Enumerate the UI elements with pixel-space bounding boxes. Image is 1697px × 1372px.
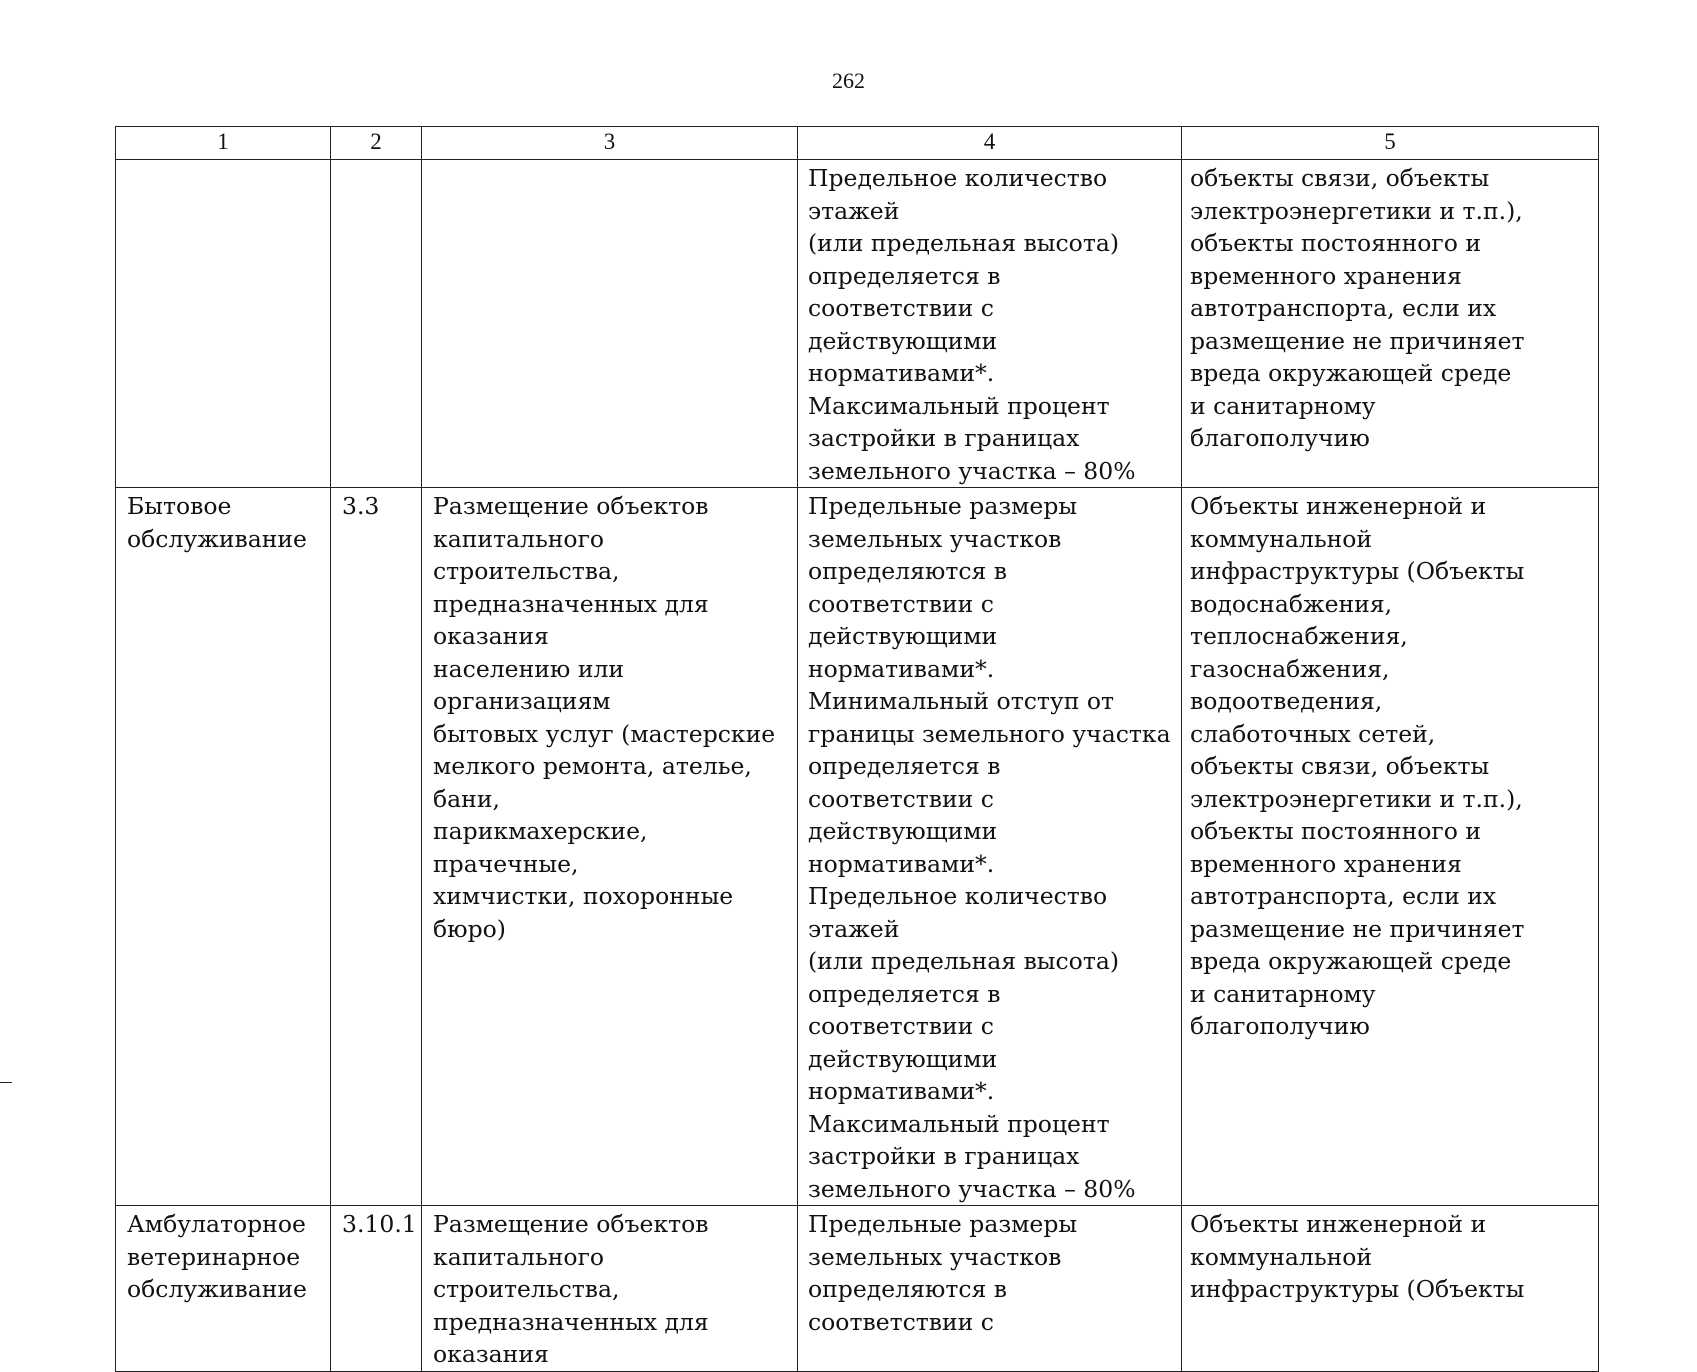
table-row [116,1206,1599,1372]
parameters-cell [798,160,1182,488]
use-description-cell [422,160,798,488]
use-description: Размещение объектов капитального строительства, предназначенных для оказания [433,1210,709,1368]
land-use-table [115,126,1599,1372]
parameters-text: Предельные размеры земельных участков определяются в соответствии с действующими нормативами*. Минимальный отступ от границы земельного участка определяется в соответствии с действующими нормативами*. Предельное количество этажей (или предельная высота) определяется в соответствии с действующими нормативами*. Максимальный процент застройки в границах земельного участка – 80% [808,492,1171,1203]
header-col-4: 4 [798,127,1182,160]
auxiliary-text: объекты связи, объекты электроэнергетики и т.п.), объекты постоянного и временного хранения автотранспорта, если их размещение не причиняет вреда окружающей среде и санитарному благополучию [1190,164,1525,452]
use-code-cell [331,160,422,488]
auxiliary-cell [1182,488,1599,1206]
use-description-cell [422,1206,798,1372]
page-number: 262 [832,68,865,93]
use-name: Бытовое обслуживание [127,492,307,553]
use-name-cell [116,160,331,488]
use-name-cell [116,1206,331,1372]
table-row [116,488,1599,1206]
header-col-2: 2 [331,127,422,160]
parameters-cell [798,1206,1182,1372]
use-code: 3.10.1 [342,1210,417,1238]
header-col-3: 3 [422,127,798,160]
auxiliary-text: Объекты инженерной и коммунальной инфраструктуры (Объекты водоснабжения, теплоснабжения, газоснабжения, водоотведения, слаботочных сетей, объекты связи, объекты электроэнергетики и т.п.), объекты постоянного и временного хранения автотранспорта, если их размещение не причиняет вреда окружающей среде и санитарному благополучию [1190,492,1525,1040]
margin-mark [0,1082,12,1083]
parameters-text: Предельное количество этажей (или предельная высота) определяется в соответствии с действующими нормативами*. Максимальный процент застройки в границах земельного участка – 80% [808,164,1136,485]
use-code: 3.3 [342,492,380,520]
auxiliary-cell [1182,160,1599,488]
use-code-cell [331,488,422,1206]
header-col-5: 5 [1182,127,1599,160]
use-name: Амбулаторное ветеринарное обслуживание [127,1210,307,1303]
auxiliary-text: Объекты инженерной и коммунальной инфраструктуры (Объекты [1190,1210,1525,1303]
table-header [116,127,1599,160]
header-col-1: 1 [116,127,331,160]
parameters-cell [798,488,1182,1206]
table-row [116,160,1599,488]
auxiliary-cell [1182,1206,1599,1372]
header-row [116,127,1599,160]
use-description-cell [422,488,798,1206]
use-code-cell [331,1206,422,1372]
use-name-cell [116,488,331,1206]
use-description: Размещение объектов капитального строительства, предназначенных для оказания населению или организациям бытовых услуг (мастерские мелкого ремонта, ателье, бани, парикмахерские, прачечные, химчистки, похоронные бюро) [433,492,776,943]
table-body [116,160,1599,1372]
parameters-text: Предельные размеры земельных участков определяются в соответствии с [808,1210,1078,1336]
